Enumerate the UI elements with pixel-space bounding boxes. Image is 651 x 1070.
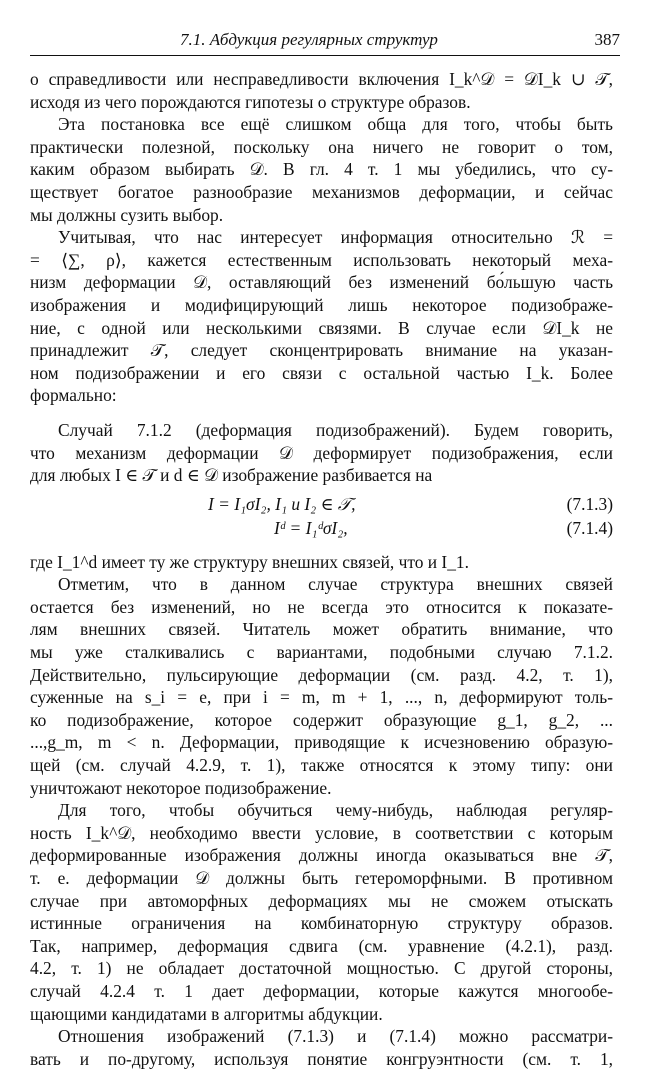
text-line: деформированные изображения должны иногда оказываться вне 𝒯, xyxy=(30,845,613,866)
text-line: исходя из чего порождаются гипотезы о структуре образов. xyxy=(30,91,471,112)
text-line: ние, с одной или несколькими связями. В случае если 𝒟I_k не xyxy=(30,317,613,338)
text-line: о справедливости или несправедливости включения I_k^𝒟 = 𝒟I_k ∪ 𝒯, xyxy=(30,69,613,89)
equation-number: (7.1.3) xyxy=(566,493,613,514)
text-line: что механизм деформации 𝒟 деформирует подизображения, если xyxy=(30,442,613,463)
text-line: 4.2, т. 1) не обладает достаточной мощностью. С другой стороны, xyxy=(30,958,613,979)
paragraph-gap xyxy=(30,407,613,419)
text-line: Отметим, что в данном случае структура внешних связей xyxy=(58,574,613,595)
text-line: низм деформации 𝒟, оставляющий без изменений бо́льшую часть xyxy=(30,272,613,293)
equation-7-1-4: Iᵈ = I₁ᵈσI₂, xyxy=(274,517,348,538)
text-line: щей (см. случай 4.2.9, т. 1), также относятся к этому типу: они xyxy=(30,755,613,776)
case-paragraph xyxy=(30,419,613,487)
text-line: ществует богатое разнообразие механизмов деформации, и сейчас xyxy=(30,181,613,202)
text-line: мы уже сталкивались с вариантами, подобными случаю 7.1.2. xyxy=(30,642,613,663)
equation-row xyxy=(30,517,613,541)
text-line: лям внешних связей. Читатель может обратить внимание, что xyxy=(30,619,613,640)
text-line: формально: xyxy=(30,385,117,406)
paragraph xyxy=(30,1025,613,1070)
header-rule xyxy=(30,55,620,56)
text-line: уничтожают некоторое подизображение. xyxy=(30,777,332,798)
text-line: случае при автоморфных деформациях мы не сможем отыскать xyxy=(30,890,613,911)
text-line: истинные ограничения на комбинаторную структуру образов. xyxy=(30,913,613,934)
paragraph xyxy=(30,551,613,574)
text-line: Для того, чтобы обучиться чему-нибудь, наблюдая регуляр- xyxy=(58,800,613,821)
text-line: изображения и модифицирующий лишь некоторое подизображе- xyxy=(30,294,613,315)
text-line: принадлежит 𝒯, следует сконцентрировать внимание на указан- xyxy=(30,340,613,361)
text-line: каким образом выбирать 𝒟. В гл. 4 т. 1 мы убедились, что су- xyxy=(30,159,613,180)
text-line: Случай 7.1.2 (деформация подизображений). Будем говорить, xyxy=(58,419,613,440)
text-line: где I_1^d имеет ту же структуру внешних связей, что и I_1. xyxy=(30,551,469,572)
text-line: практически полезной, поскольку она ничего не говорит о том, xyxy=(30,136,613,157)
text-line: Отношения изображений (7.1.3) и (7.1.4) можно рассматри- xyxy=(58,1026,613,1047)
text-line: вать и по-другому, используя понятие конгруэнтности (см. т. 1, xyxy=(30,1048,613,1069)
equation-7-1-3: I = I₁σI₂, I₁ и I₂ ∈ 𝒯, xyxy=(208,493,356,514)
running-title: 7.1. Абдукция регулярных структур xyxy=(180,30,438,49)
text-line: остается без изменений, но не всегда это относится к показате- xyxy=(30,596,613,617)
text-line: т. е. деформации 𝒟 должны быть гетероморфными. В противном xyxy=(30,868,613,888)
text-line: ном подизображении и его связи с остальной частью I_k. Более xyxy=(30,362,613,383)
page-number: 387 xyxy=(594,30,620,49)
text-line: случай 4.2.4 т. 1 дает деформации, которые кажутся многообе- xyxy=(30,980,613,1001)
text-line: ность I_k^𝒟, необходимо ввести условие, в соответствии с которым xyxy=(30,822,613,843)
text-line: = ⟨∑, ρ⟩, кажется естественным использовать некоторый меха- xyxy=(30,249,613,270)
text-line: мы должны сузить выбор. xyxy=(30,204,224,225)
paragraph xyxy=(30,68,613,113)
text-line: ко подизображение, которое содержит образующие g_1, g_2, ... xyxy=(30,709,613,730)
text-line: для любых I ∈ 𝒯 и d ∈ 𝒟 изображение разбивается на xyxy=(30,465,433,486)
text-line: Эта постановка все ещё слишком обща для того, чтобы быть xyxy=(58,114,613,135)
running-header xyxy=(30,28,620,54)
text-line: Действительно, пульсирующие деформации (см. разд. 4.2, т. 1), xyxy=(30,664,613,685)
text-line: Так, например, деформация сдвига (см. уравнение (4.2.1), разд. xyxy=(30,935,613,956)
paragraph xyxy=(30,799,613,1025)
equation-number: (7.1.4) xyxy=(566,517,613,538)
text-line: ...,g_m, m < n. Деформации, приводящие к исчезновению образую- xyxy=(30,732,613,753)
text-line: суженные на s_i = e, при i = m, m + 1, ..., n, деформируют толь- xyxy=(30,687,613,708)
text-line: щающими кандидатами в алгоритмы абдукции. xyxy=(30,1003,383,1024)
equation-row xyxy=(30,493,613,517)
paragraph xyxy=(30,573,613,799)
paragraph xyxy=(30,113,613,226)
text-line: Учитывая, что нас интересует информация относительно ℛ = xyxy=(58,227,613,248)
paragraph xyxy=(30,226,613,407)
main-text xyxy=(30,68,613,1070)
